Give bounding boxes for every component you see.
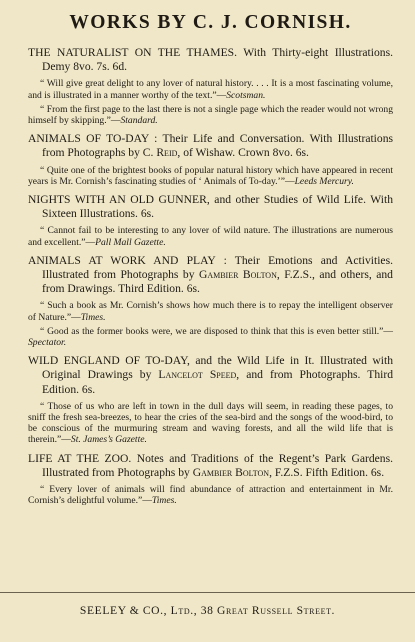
quote-source: Scotsman. xyxy=(226,89,266,101)
book-illustrator: Lancelot Speed xyxy=(158,368,237,382)
book-entry-animals-work-play xyxy=(28,254,393,348)
book-illustrator: Reid xyxy=(156,146,178,160)
book-heading xyxy=(28,452,393,480)
book-details: and other Studies of Wild Life. With Sixteen Illustrations. 6s. xyxy=(42,193,393,221)
book-title: THE NATURALIST ON THE THAMES. xyxy=(28,46,238,59)
book-illustrator: Gambier Bolton xyxy=(198,268,277,282)
book-details: Their Life and Conversation. With Illustrations from Photographs by C. xyxy=(42,132,394,160)
publisher-name: SEELEY & CO., xyxy=(79,604,171,617)
review-quote xyxy=(28,225,393,247)
quote-source: Spectator. xyxy=(28,337,67,349)
quote-text: “ From the first page to the last there is not a single page which the reader would not wrong himself by skipping.”— xyxy=(28,103,393,127)
quote-text: “ Cannot fail to be interesting to any lover of wild nature. The illustrations are numerous and excellent.”— xyxy=(28,225,393,248)
book-details-end: , F.Z.S., and others, and from Drawings. Third Edition. 6s. xyxy=(42,268,393,296)
book-details: Notes and Traditions of the Regent’s Park Gardens. Illustrated from Photographs by xyxy=(42,451,393,479)
book-entry-life-at-zoo xyxy=(28,452,393,507)
quote-text: “ Will give great delight to any lover of natural history. . . . It is a most fascinating volume, and is illustrated in a manner worthy of the text.”— xyxy=(28,78,393,101)
book-heading xyxy=(28,193,393,221)
review-quote xyxy=(28,326,393,348)
publisher-ltd: Ltd. xyxy=(170,604,194,617)
book-title: WILD ENGLAND OF TO-DAY, xyxy=(28,354,190,368)
book-title: LIFE AT THE ZOO. xyxy=(28,451,132,465)
book-details: With Thirty-eight Illustrations. Demy 8vo. 7s. 6d. xyxy=(42,46,393,74)
review-quote xyxy=(28,165,393,187)
book-heading xyxy=(28,354,393,397)
quote-source: Times. xyxy=(151,495,177,507)
quote-source: Pall Mall Gazette. xyxy=(95,236,166,248)
book-entry-nights-old-gunner xyxy=(28,193,393,248)
review-quote xyxy=(28,300,393,322)
book-entry-naturalist-thames xyxy=(28,46,393,126)
quote-text: “ Such a book as Mr. Cornish’s shows how much there is to repay the intelligent observer of Nature.”— xyxy=(28,300,393,323)
page-title: WORKS BY C. J. CORNISH. xyxy=(69,12,352,33)
book-details-end: , F.Z.S. Fifth Edition. 6s. xyxy=(269,465,385,479)
quote-text: “ Quite one of the brightest books of popular natural history which have appeared in recent years is Mr. Cornish’s fascinating studies of ‘ Animals of To-day.’”— xyxy=(28,164,393,187)
review-quote xyxy=(28,78,393,100)
review-quote xyxy=(28,104,393,126)
book-title: ANIMALS OF TO-DAY : xyxy=(28,132,158,146)
book-heading xyxy=(28,46,393,74)
quote-text: “ Good as the former books were, we are disposed to think that this is even better still.”— xyxy=(40,325,393,337)
footer-divider xyxy=(0,592,415,593)
review-quote xyxy=(28,484,393,506)
quote-source: Times. xyxy=(80,311,106,323)
book-heading xyxy=(28,254,393,297)
quote-text: “ Every lover of animals will find abundance of attraction and entertainment in Mr. Cornish’s delightful volume.”— xyxy=(28,484,393,507)
book-details: and the Wild Life in It. Illustrated with Original Drawings by xyxy=(42,354,393,382)
book-entry-animals-of-today xyxy=(28,132,393,187)
book-details-end: , and from Photographs. Third Edition. 6s. xyxy=(42,368,393,396)
publisher-address: , 38 Great Russell Street. xyxy=(193,604,336,617)
quote-source: St. James’s Gazette. xyxy=(70,434,147,446)
book-illustrator: Gambier Bolton xyxy=(192,465,270,479)
quote-source: Standard. xyxy=(120,115,158,127)
book-heading xyxy=(28,132,393,160)
book-details: Their Emotions and Activities. Illustrated from Photographs by xyxy=(42,253,393,282)
quote-text: “ Those of us who are left in town in the dull days will seem, in reading these pages, to sniff the fresh sea-breezes, to hear the cries of the sea-bird and the songs of the wood-bird, to be conscious of the murmuring stream and waving forests, and all the wild life that is therein.”— xyxy=(28,400,393,446)
review-quote xyxy=(28,401,393,446)
book-title: NIGHTS WITH AN OLD GUNNER, xyxy=(28,193,210,207)
quote-source: Leeds Mercury. xyxy=(294,175,354,187)
book-entry-wild-england xyxy=(28,354,393,445)
publisher-footer xyxy=(0,604,415,617)
book-title: ANIMALS AT WORK AND PLAY : xyxy=(28,253,227,267)
book-details-end: , of Wishaw. Crown 8vo. 6s. xyxy=(177,146,309,160)
